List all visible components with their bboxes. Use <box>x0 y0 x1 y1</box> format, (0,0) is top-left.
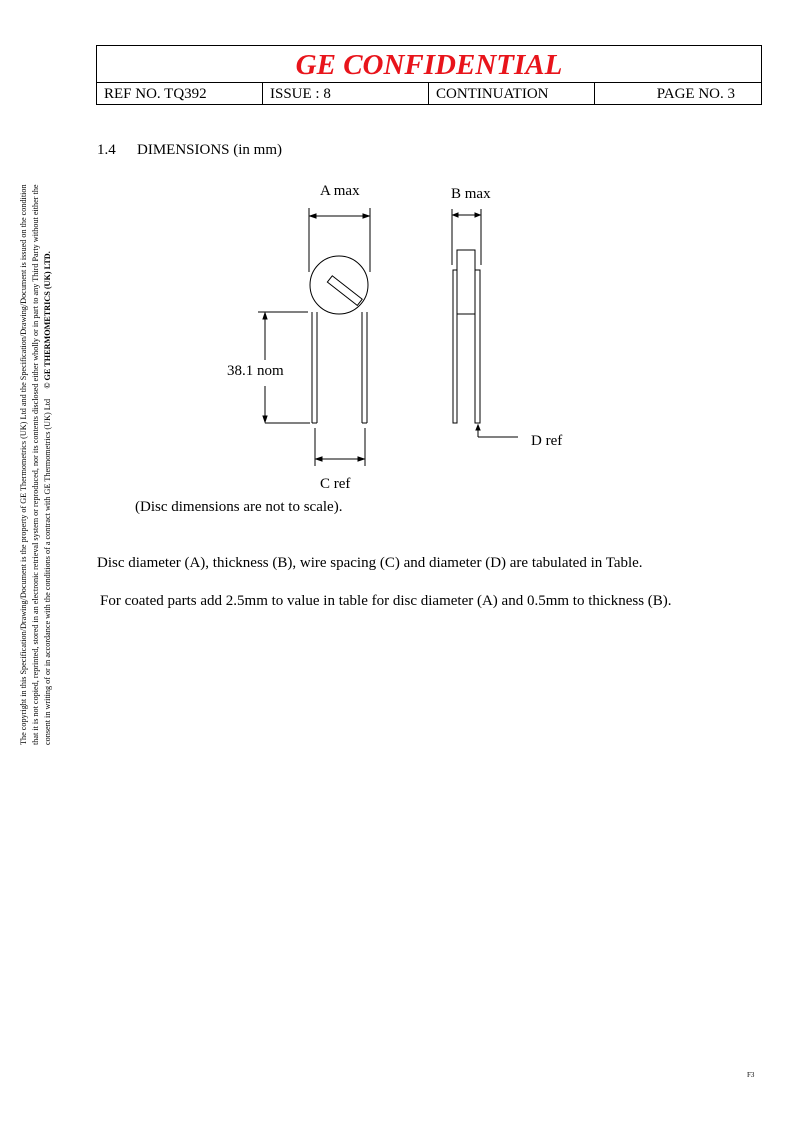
dimensions-description: Disc diameter (A), thickness (B), wire spacing (C) and diameter (D) are tabulated in Table. <box>97 555 643 571</box>
ref-no: REF NO. TQ392 <box>97 83 263 104</box>
page-no: PAGE NO. 3 <box>656 86 735 102</box>
c-ref-label: C ref <box>320 476 351 492</box>
confidential-title: GE CONFIDENTIAL <box>97 46 761 83</box>
b-max-label: B max <box>451 186 491 202</box>
copyright-line-2: that it is not copied, reprinted, stored in an electronic retrieval system or reproduced, nor its contents disclosed either wholly or in part to any Third Party without either the <box>31 184 40 745</box>
issue: ISSUE : 8 <box>263 83 429 104</box>
continuation: CONTINUATION <box>429 83 595 104</box>
section-number: 1.4 <box>97 142 116 158</box>
lead-length-label: 38.1 nom <box>227 363 284 379</box>
copyright-line-3: consent in writing of or in accordance with the conditions of a contract with GE Thermometrics (UK) Ltd © GE THERMOMETRICS (UK) LTD. <box>43 251 52 745</box>
scale-note: (Disc dimensions are not to scale). <box>135 499 343 515</box>
section-title: DIMENSIONS (in mm) <box>137 142 282 158</box>
a-max-label: A max <box>320 183 360 199</box>
copyright-line-1: The copyright in this Specification/Drawing/Document is the property of GE Thermometrics (UK) Ltd and the Specification/Drawing/Document is issued on the condition <box>19 184 28 745</box>
form-code: F3 <box>747 1071 755 1079</box>
dimension-diagram <box>0 0 806 560</box>
d-ref-label: D ref <box>531 433 563 449</box>
copyright-mark: © GE THERMOMETRICS (UK) LTD. <box>43 251 52 389</box>
coated-parts-note: For coated parts add 2.5mm to value in table for disc diameter (A) and 0.5mm to thickness (B). <box>100 593 672 609</box>
